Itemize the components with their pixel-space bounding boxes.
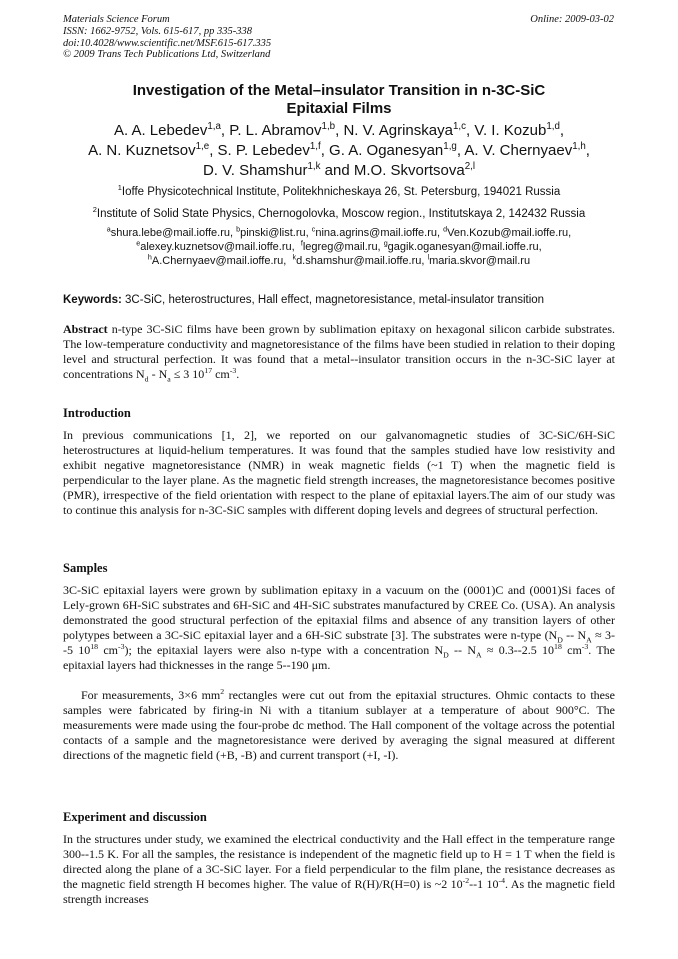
abstract-label: Abstract bbox=[63, 322, 108, 336]
email-link[interactable]: maria.skvor@mail.ru bbox=[429, 255, 531, 267]
affiliation-mark: 1 bbox=[117, 183, 122, 193]
introduction-text: In previous communications [1, 2], we reported on our galvanomagnetic studies of 3C-SiC/6H-SiC heterostructures at liquid-helium temperatures. It was found that the samples studied have low resistivity and exhibit negative magnetoresistance (NMR) in weak magnetic fields (~1 T) when the magnetic field is perpendicular to the layer plane. As the magnetic field strength increases, the magnetoresistance becomes positive (PMR), irrespective of the field orientation with respect to the plane of epitaxial layers.The aim of our study was to continue this analysis for n-3C-SiC samples with different doping levels and degrees of structural perfection. bbox=[63, 428, 615, 517]
text-run: In the structures under study, we examined the electrical conductivity and the Hall effect in the temperature range 300--1.5 K. For all the samples, the resistance is independent of the magnetic field up to H = 1 T when the field is directed along the plane of a 3C-SiC layer. For a field perpendicular to the film plane, the resistance decreases as the magnetic field strength H becomes higher. The value of R(H)/R(H=0) is ~2 10 bbox=[63, 832, 615, 891]
keywords-label: Keywords: bbox=[63, 294, 122, 306]
email-link[interactable]: pinski@list.ru, bbox=[240, 227, 309, 239]
email-link[interactable]: d.shamshur@mail.ioffe.ru, bbox=[296, 255, 425, 267]
email-mark: e bbox=[136, 239, 141, 248]
journal-doi: doi:10.4028/www.scientific.net/MSF.615-617.335 bbox=[63, 37, 272, 49]
text-sub: D bbox=[557, 635, 563, 645]
formula-part: N bbox=[135, 367, 145, 381]
email-line bbox=[63, 226, 615, 240]
text-run: cm bbox=[561, 643, 582, 657]
author-affil-mark: 1,f bbox=[309, 141, 321, 152]
email-mark: c bbox=[311, 225, 316, 234]
author-name: V. I. Kozub bbox=[474, 122, 547, 139]
text-sup: 18 bbox=[90, 642, 99, 651]
email-link[interactable]: nina.agrins@mail.ioffe.ru, bbox=[315, 227, 441, 239]
author-name: M.O. Skvortsova bbox=[353, 162, 465, 179]
author-name: A. N. Kuznetsov bbox=[88, 142, 196, 159]
text-sup: -4 bbox=[498, 876, 506, 885]
formula-sub: a bbox=[167, 374, 171, 384]
formula-part: N bbox=[158, 367, 168, 381]
formula-part: ≤ 3 10 bbox=[170, 367, 205, 381]
author-line bbox=[63, 161, 615, 181]
text-run: cm bbox=[98, 643, 119, 657]
title-line: Investigation of the Metal–insulator Transition in n-3C-SiC bbox=[132, 82, 546, 99]
journal-copyright: © 2009 Trans Tech Publications Ltd, Switzerland bbox=[63, 49, 271, 61]
abstract bbox=[63, 322, 615, 382]
text-run: . As the magnetic field strength increases bbox=[63, 877, 615, 906]
journal-issn: ISSN: 1662-9752, Vols. 615-617, pp 335-338 bbox=[63, 25, 252, 37]
author-affil-mark: 1,b bbox=[321, 121, 336, 132]
formula-sup: -3 bbox=[229, 366, 237, 375]
affiliation bbox=[63, 207, 615, 221]
text-sub: D bbox=[443, 650, 449, 660]
text-sup: 2 bbox=[220, 687, 225, 696]
samples-paragraph bbox=[63, 688, 615, 763]
email-link[interactable]: gagik.oganesyan@mail.ioffe.ru, bbox=[387, 241, 542, 253]
email-link[interactable]: alexey.kuznetsov@mail.ioffe.ru, bbox=[140, 241, 295, 253]
formula-part: - bbox=[148, 367, 159, 381]
email-mark: k bbox=[292, 253, 297, 262]
text-sup: -3 bbox=[581, 642, 589, 651]
author-line: A. A. Lebedev$^{1,a}$, P. L. Abramov$^{1,b}$, N. V. Agrinskaya$^{1,c}$, V. I. Kozub$^{1,d}$, bbox=[113, 121, 565, 139]
author-list bbox=[63, 121, 615, 181]
author-affil-mark: 1,c bbox=[452, 121, 466, 132]
author-name: S. P. Lebedev bbox=[217, 142, 310, 159]
email-line bbox=[63, 254, 615, 268]
text-run: 3C-SiC epitaxial layers were grown by sublimation epitaxy in a vacuum on the (0001)C and (0001)Si faces of Lely-grown 6H-SiC substrates and 6H-SiC and 4H-SiC substrates manufactured by CREE Co. (USA). An analysis demonstrated the good structural perfection of the epitaxial films and absence of any transition layers of other polytypes between a 3C-SiC epitaxial layer and a 6H-SiC substrate [3]. The substrates were n-type (N bbox=[63, 583, 615, 642]
author-affil-mark: 1,e bbox=[195, 141, 210, 152]
author-name: P. L. Abramov bbox=[229, 122, 322, 139]
email-link[interactable]: legreg@mail.ru, bbox=[302, 241, 381, 253]
text-sup: -2 bbox=[462, 876, 470, 885]
section-heading-introduction: Introduction bbox=[63, 406, 131, 420]
text-run: . The epitaxial layers had thicknesses in the range 5--190 μm. bbox=[63, 643, 615, 672]
keywords bbox=[63, 293, 615, 307]
author-name: A. A. Lebedev bbox=[113, 122, 208, 139]
author-name: G. A. Oganesyan bbox=[329, 142, 444, 159]
email-list bbox=[63, 226, 615, 268]
formula-sub: d bbox=[144, 374, 149, 384]
affiliation bbox=[63, 185, 615, 199]
abstract-text: n-type 3C-SiC films have been grown by sublimation epitaxy on hexagonal silicon carbide substrates. The low-temperature conductivity and magnetoresistance of the films have been studied in relation to their doping level and structural perfection. It was found that a metal--insulator transition occurs in the n-3C-SiC layer at concentrations bbox=[63, 322, 616, 381]
author-affil-mark: 1,h bbox=[572, 141, 586, 152]
author-line: A. N. Kuznetsov$^{1,e}$, S. P. Lebedev$^{1,f}$, G. A. Oganesyan$^{1,g}$, A. V. Chernyaev$^{1,h}$, bbox=[88, 141, 590, 159]
journal-name: Materials Science Forum bbox=[63, 14, 170, 25]
text-run: ≈ 0.3--2.5 10 bbox=[481, 643, 555, 657]
text-run: --1 10 bbox=[469, 877, 499, 891]
author-name: N. V. Agrinskaya bbox=[343, 122, 453, 139]
author-affil-mark: 1,g bbox=[443, 141, 457, 152]
journal-header bbox=[63, 14, 271, 61]
email-mark: h bbox=[147, 253, 152, 262]
text-sub: A bbox=[586, 635, 592, 645]
experiment-text bbox=[63, 832, 615, 907]
email-mark: a bbox=[106, 225, 111, 234]
email-link[interactable]: A.Chernyaev@mail.ioffe.ru, bbox=[151, 255, 287, 267]
text-run: ); the epitaxial layers were also n-type with a concentration N bbox=[124, 643, 444, 657]
text-sub: A bbox=[476, 650, 482, 660]
text-sup: 18 bbox=[554, 642, 562, 651]
email-mark: g bbox=[383, 239, 388, 248]
email-mark: f bbox=[300, 239, 303, 248]
affiliation-text: Ioffe Physicotechnical Institute, Politekhnicheskaya 26, St. Petersburg, 194021 Russia bbox=[121, 186, 561, 198]
author-affil-mark: 1,a bbox=[207, 121, 221, 132]
email-mark: d bbox=[443, 225, 448, 234]
email-mark: l bbox=[427, 253, 430, 262]
keywords-text: 3C-SiC, heterostructures, Hall effect, magnetoresistance, metal-insulator transition bbox=[125, 294, 545, 306]
affiliation-text: Institute of Solid State Physics, Chernogolovka, Moscow region., Institutskaya 2, 142432 Russia bbox=[96, 208, 586, 220]
formula-part: cm bbox=[212, 367, 230, 381]
text-run: ≈ 3--5 10 bbox=[63, 628, 615, 657]
text-run: -- N bbox=[448, 643, 476, 657]
formula-sup: 17 bbox=[204, 366, 213, 375]
formula-part: . bbox=[236, 367, 240, 381]
samples-paragraph bbox=[63, 583, 615, 673]
author-affil-mark: 2,l bbox=[464, 161, 476, 172]
title-line: Epitaxial Films bbox=[286, 100, 392, 117]
text-run: rectangles were cut out from the epitaxial structures. Ohmic contacts to these samples were fabricated by firing-in Ni with a titanium sublayer at a temperature of about 900°C. The measurements were made using the four-probe dc method. The Hall component of the voltage across the potential contacts of a sample and the magnetoresistance were derived by averaging the signal measured at different directions of the magnetic field (+B, -B) and current transport (+I, -I). bbox=[63, 688, 615, 762]
online-date: Online: 2009-03-02 bbox=[530, 14, 614, 25]
section-heading-experiment: Experiment and discussion bbox=[63, 810, 207, 824]
section-heading-samples: Samples bbox=[63, 561, 108, 575]
email-mark: b bbox=[236, 225, 241, 234]
author-and: and bbox=[324, 162, 350, 179]
author-affil-mark: 1,k bbox=[307, 161, 321, 172]
text-sup: -3 bbox=[118, 642, 125, 651]
text-run: -- N bbox=[562, 628, 587, 642]
text-run: For measurements, 3×6 mm bbox=[81, 688, 221, 702]
email-link[interactable]: Ven.Kozub@mail.ioffe.ru, bbox=[447, 227, 572, 239]
author-affil-mark: 1,d bbox=[546, 121, 560, 132]
email-link[interactable]: shura.lebe@mail.ioffe.ru, bbox=[110, 227, 234, 239]
paper-title bbox=[63, 82, 615, 118]
author-name: A. V. Chernyaev bbox=[464, 142, 573, 159]
email-line bbox=[63, 240, 615, 254]
affiliation-mark: 2 bbox=[92, 205, 97, 215]
author-name: D. V. Shamshur bbox=[202, 162, 308, 179]
